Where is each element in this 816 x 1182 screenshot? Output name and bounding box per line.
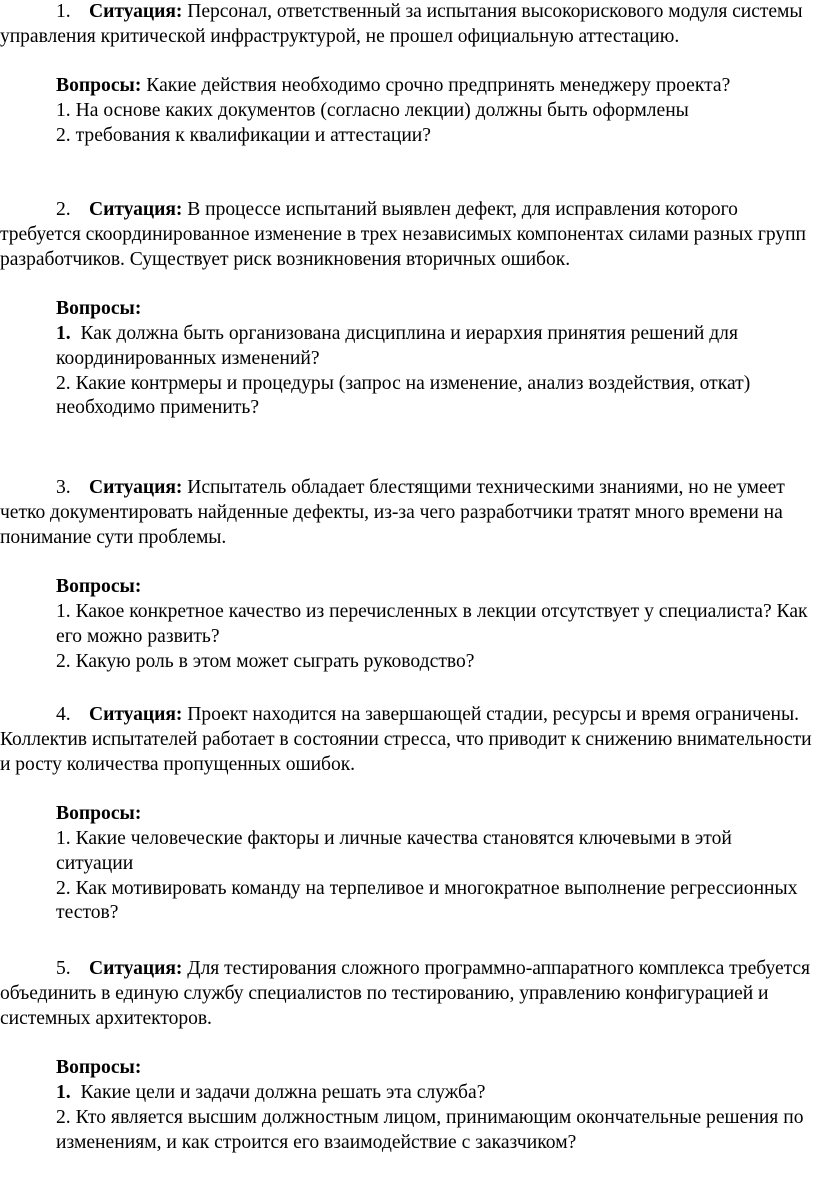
questions-label: Вопросы: — [56, 1057, 142, 1079]
question-text: Какие контрмеры и процедуры (запрос на изменение, анализ воздействия, откат) необходимо применить? — [56, 372, 751, 419]
question-item — [56, 600, 812, 650]
question-text: Какую роль в этом может сыграть руководство? — [75, 650, 475, 672]
situation-label: Ситуация: — [89, 1, 183, 22]
questions-label: Вопросы: — [56, 576, 142, 598]
questions-intro: Какие действия необходимо срочно предпринять менеджеру проекта? — [146, 75, 731, 97]
situation-label: Ситуация: — [89, 477, 183, 498]
question-number: 2. — [56, 877, 71, 899]
question-text: На основе каких документов (согласно лекции) должны быть оформлены — [75, 100, 689, 122]
question-item — [56, 124, 812, 149]
question-number: 1. — [56, 600, 71, 622]
questions-block — [56, 575, 812, 674]
question-text: Какие человеческие факторы и личные качества становятся ключевыми в этой ситуации — [56, 827, 732, 874]
questions-block — [56, 802, 812, 926]
situation-text: Для тестирования сложного программно-аппаратного комплекса требуется объединить в единую службу специалистов по тестированию, управлению конфигурацией и системных архитекторов. — [0, 958, 810, 1029]
situation-label: Ситуация: — [89, 958, 183, 979]
case-number: 1. — [56, 1, 71, 22]
question-item — [56, 99, 812, 124]
case-4 — [0, 703, 812, 926]
situation-text: В процессе испытаний выявлен дефект, для исправления которого требуется скоординированное изменение в трех независимых компонентах силами разных групп разработчиков. Существует риск возникновения вторичных ошибок. — [0, 199, 806, 270]
question-text: Как должна быть организована дисциплина и иерархия принятия решений для координированных изменений? — [56, 322, 738, 369]
question-item — [56, 1106, 812, 1156]
question-item — [56, 322, 812, 372]
situation-label: Ситуация: — [89, 199, 183, 220]
situation-label: Ситуация: — [89, 704, 183, 725]
situation-text: Проект находится на завершающей стадии, ресурсы и время ограничены. Коллектив испытателей работает в состоянии стресса, что приводит к снижению внимательности и росту количества пропущенных ошибок. — [0, 704, 812, 775]
question-item — [56, 877, 812, 927]
questions-heading-line — [56, 74, 812, 99]
question-text: Кто является высшим должностным лицом, принимающим окончательные решения по изменениям, и как строится его взаимодействие с заказчиком? — [56, 1106, 804, 1153]
situation-text: Персонал, ответственный за испытания высокорискового модуля системы управления критической инфраструктурой, не прошел официальную аттестацию. — [0, 1, 803, 47]
questions-label: Вопросы: — [56, 75, 142, 97]
question-text: Какое конкретное качество из перечисленных в лекции отсутствует у специалиста? Как его можно развить? — [56, 600, 808, 647]
question-number: 1. — [56, 322, 71, 344]
questions-label: Вопросы: — [56, 803, 142, 825]
question-number: 1. — [56, 1081, 71, 1103]
question-item — [56, 372, 812, 422]
case-1 — [0, 0, 812, 149]
question-number: 1. — [56, 100, 71, 122]
case-number: 3. — [56, 477, 71, 498]
situation-paragraph — [0, 703, 812, 777]
questions-block — [56, 74, 812, 148]
case-3 — [0, 476, 812, 674]
question-number: 1. — [56, 827, 71, 849]
situation-paragraph — [0, 476, 812, 550]
question-item — [56, 1081, 812, 1106]
question-number: 2. — [56, 124, 71, 146]
case-5 — [0, 957, 812, 1155]
case-number: 2. — [56, 199, 71, 220]
question-number: 2. — [56, 1106, 71, 1128]
question-text: Какие цели и задачи должна решать эта служба? — [80, 1081, 486, 1103]
situation-paragraph — [0, 0, 812, 50]
questions-block — [56, 297, 812, 421]
question-number: 2. — [56, 650, 71, 672]
case-2 — [0, 198, 812, 421]
question-item — [56, 650, 812, 675]
questions-label: Вопросы: — [56, 298, 142, 320]
situation-text: Испытатель обладает блестящими техническими знаниями, но не умеет четко документировать найденные дефекты, из-за чего разработчики тратят много времени на понимание сути проблемы. — [0, 477, 785, 548]
situation-paragraph — [0, 198, 812, 272]
question-item — [56, 827, 812, 877]
case-number: 4. — [56, 704, 71, 725]
question-text: требования к квалификации и аттестации? — [75, 124, 431, 146]
case-number: 5. — [56, 958, 71, 979]
question-text: Как мотивировать команду на терпеливое и многократное выполнение регрессионных тестов? — [56, 877, 798, 924]
situation-paragraph — [0, 957, 812, 1031]
question-number: 2. — [56, 372, 71, 394]
questions-block — [56, 1056, 812, 1155]
